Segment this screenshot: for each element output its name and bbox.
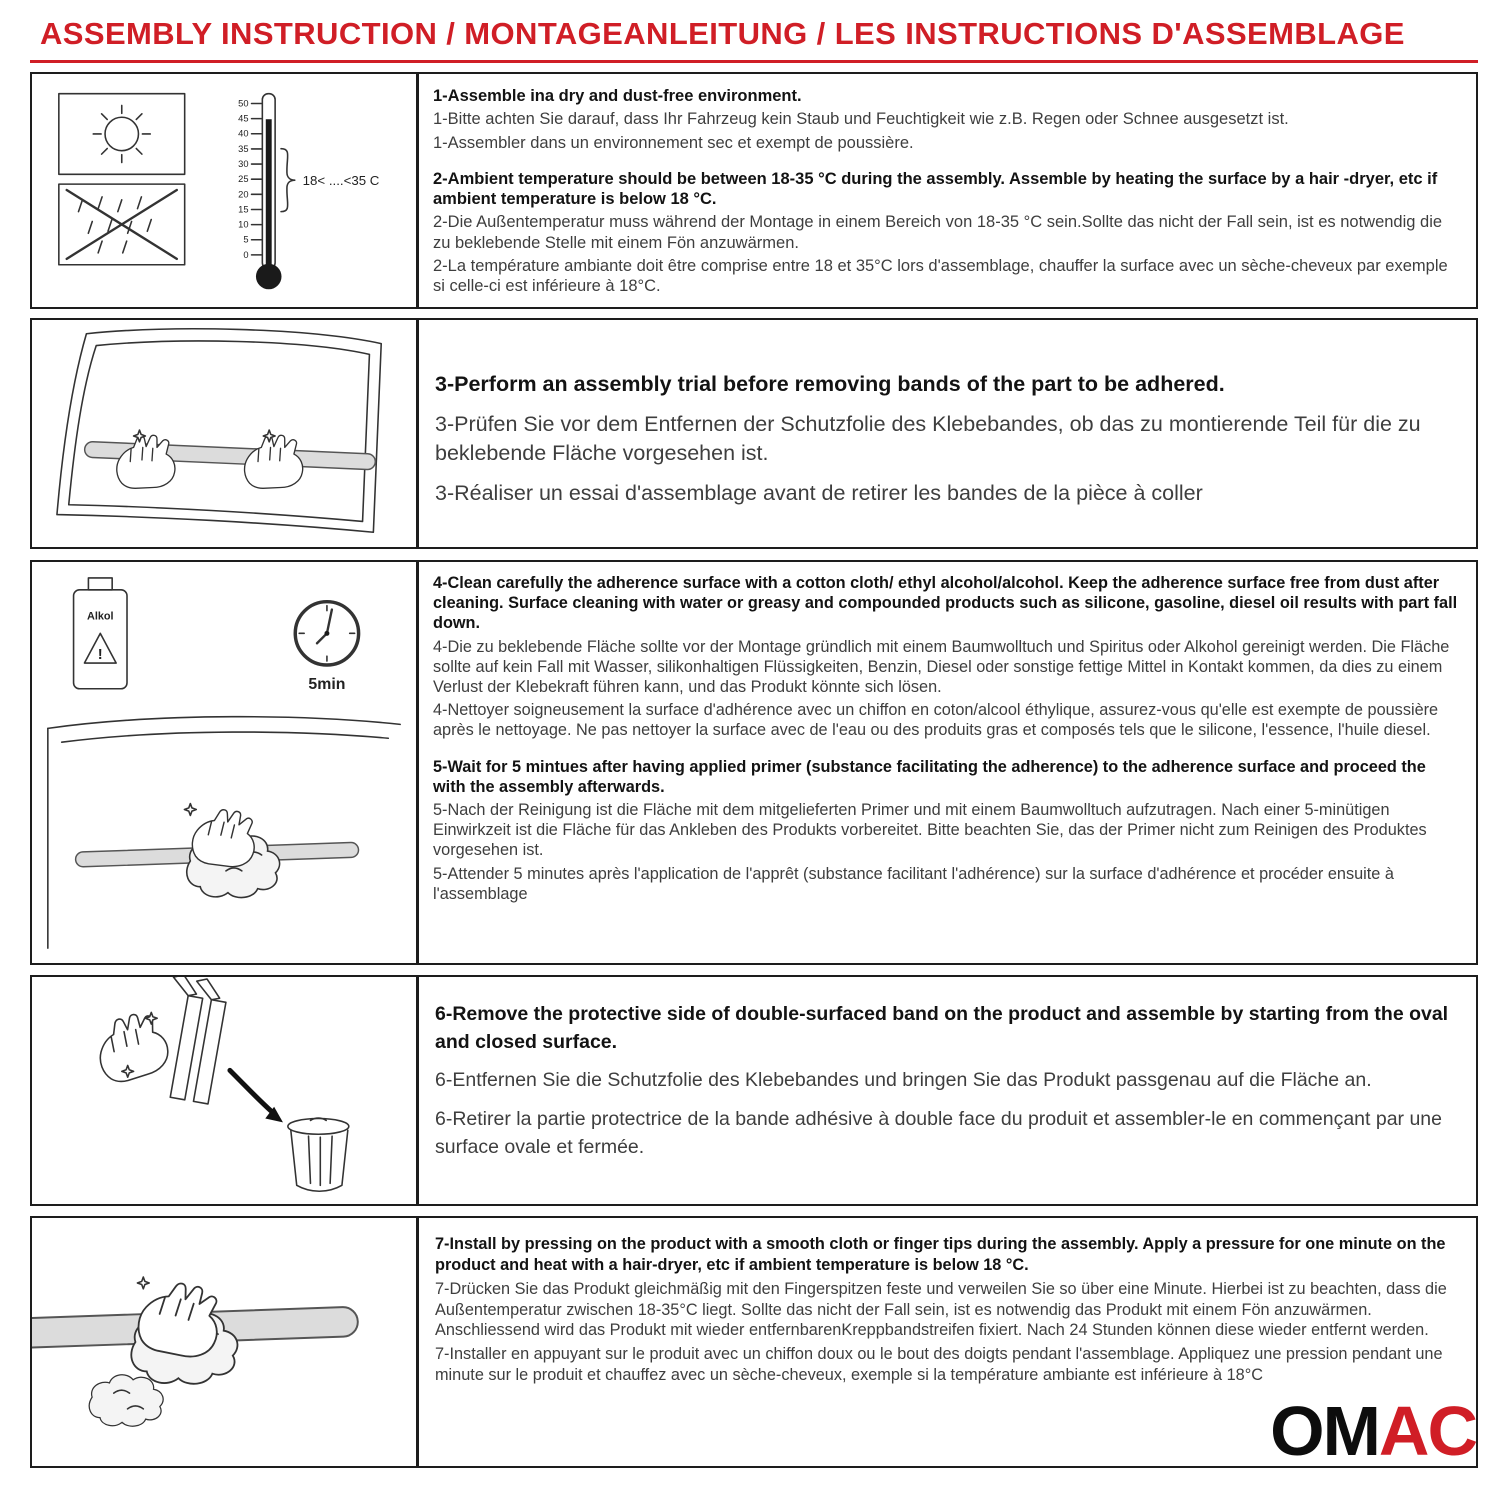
instruction-line: 2-La température ambiante doit être comprise entre 18 et 35°C lors d'assemblage, chauffer la surface avec un sèche-cheveux par exemple si celle-ci est inférieure à 18°C. xyxy=(433,256,1448,296)
section-assembly-trial-text xyxy=(417,318,1478,549)
cloth-fold-icon xyxy=(89,1375,163,1426)
sun-icon xyxy=(93,105,150,162)
instruction-line: 3-Réaliser un essai d'assemblage avant de retirer les bandes de la pièce à coller xyxy=(435,480,1203,505)
instruction-line: 1-Assembler dans un environnement sec et exempt de poussière. xyxy=(433,133,914,152)
tick-label: 10 xyxy=(238,219,249,230)
peel-band-trash-icon xyxy=(32,977,416,1204)
instruction-line: 6-Entfernen Sie die Schutzfolie des Klebebandes und bringen Sie das Produkt passgenau auf die Fläche an. xyxy=(435,1069,1372,1092)
arrow-to-trash-icon xyxy=(230,1070,283,1122)
tick-label: 35 xyxy=(238,143,249,154)
clock-label: 5min xyxy=(308,675,346,693)
thermometer-icon xyxy=(238,94,380,290)
page-title: ASSEMBLY INSTRUCTION / MONTAGEANLEITUNG / LES INSTRUCTIONS D'ASSEMBLAGE xyxy=(40,16,1405,51)
warning-mark: ! xyxy=(97,647,103,664)
tick-label: 20 xyxy=(238,189,249,200)
sparkle-icon xyxy=(137,1277,149,1289)
instruction-line: 4-Nettoyer soigneusement la surface d'adhérence avec un chiffon en coton/alcool éthylique, assurez-vous qu'elle est exempte de poussière après le nettoyage. Ne pas nettoyer la surface avec de l'eau ou des produits gras et composés tels que le silicone, l'essence, l'huile diesel. xyxy=(433,701,1439,740)
clock-icon xyxy=(295,602,358,693)
car-door-inner-line xyxy=(69,341,370,521)
section-environment-text xyxy=(417,72,1478,309)
press-trim-icon xyxy=(32,1218,416,1466)
instruction-line: 3-Perform an assembly trial before removing bands of the part to be adhered. xyxy=(435,372,1225,396)
temperature-range-label: 18< ....<35 C xyxy=(302,173,380,189)
hands-holding-trim-icon xyxy=(32,320,416,547)
instruction-line: 6-Remove the protective side of double-surfaced band on the product and assemble by starting from the oval and closed surface. xyxy=(435,1003,1449,1053)
car-door-outline xyxy=(57,329,381,532)
tick-label: 15 xyxy=(238,204,249,215)
logo-text-red: AC xyxy=(1378,1392,1476,1470)
instruction-line: 7-Drücken Sie das Produkt gleichmäßig mit den Fingerspitzen feste und verweilen Sie so über eine Minute. Hierbei ist zu beachten, dass die Außentemperatur zwischen 18-35°C liegt. Sollte das nicht der Fall sein, ist es notwendig das Produkt mit einem Fön anzuwärmen. Anschliessend wird das Produkt mit wieder entfernbarenKreppbandstreifen fixiert. Nach 24 Stunden können diese wieder entfernt werden. xyxy=(435,1279,1447,1340)
assembly-trial-illustration xyxy=(30,318,418,549)
instruction-line: 2-Die Außentemperatur muss während der Montage in einem Bereich von 18-35 °C sein.Sollte das nicht der Fall sein, ist es notwendig die zu beklebende Stelle mit einem Fön anzuwärmen. xyxy=(433,213,1443,252)
tick-label: 25 xyxy=(238,174,249,185)
instruction-line: 7-Installer en appuyant sur le produit avec un chiffon doux ou le bout des doigts pendant l'assemblage. Appliquez une pression pendant une minute sur le produit et chauffez avec un sèche-cheveux, exemple si la température ambiante est inférieure à 18°C xyxy=(435,1345,1443,1385)
section-cleaning xyxy=(30,560,1478,965)
section-environment xyxy=(30,72,1478,309)
instruction-line: 6-Retirer la partie protectrice de la bande adhésive à double face du produit et assembler-le en commençant par une surface ovale et fermée. xyxy=(435,1108,1443,1158)
cleaning-illustration xyxy=(30,560,418,965)
sun-rain-thermometer-icon xyxy=(32,74,416,307)
tick-label: 45 xyxy=(238,113,249,124)
tick-label: 5 xyxy=(243,234,249,245)
tick-label: 50 xyxy=(238,98,249,109)
environment-illustration xyxy=(30,72,418,309)
section-remove-band-text xyxy=(417,975,1478,1206)
instruction-line: 5-Nach der Reinigung ist die Fläche mit dem mitgelieferten Primer und mit einem Baumwolltuch aufzutragen. Nach einer 5-minütigen Einwirkzeit ist die Fläche für das Ankleben des Produkts vorbereitet. Bitte beachten Sie, das der Primer nicht zum Reinigen des Produktes vorgesehen ist. xyxy=(433,801,1427,860)
peeling-hand-icon xyxy=(91,1008,173,1086)
no-rain-icon xyxy=(67,190,177,259)
sparkle-icon xyxy=(184,804,196,816)
section-remove-band xyxy=(30,975,1478,1206)
section-assembly-trial xyxy=(30,318,1478,549)
right-hand-icon xyxy=(245,435,303,488)
alcohol-bottle-icon xyxy=(74,578,127,689)
cleaning-icon xyxy=(32,562,416,963)
instruction-line: 2-Ambient temperature should be between 18-35 °C during the assembly. Assemble by heating the surface by a hair -dryer, etc if ambient temperature is below 18 °C. xyxy=(433,169,1438,209)
instruction-line: 4-Clean carefully the adherence surface with a cotton cloth/ ethyl alcohol/alcohol. Keep the adherence surface free from dust after cleaning. Surface cleaning with water or greasy and compounded products such as silicone, gasoline, diesel oil results with part fall down. xyxy=(433,574,1458,633)
tick-label: 40 xyxy=(238,128,249,139)
instruction-line: 1-Bitte achten Sie darauf, dass Ihr Fahrzeug kein Staub und Feuchtigkeit wie z.B. Regen oder Schnee ausgesetzt ist. xyxy=(433,110,1289,129)
instruction-line: 5-Wait for 5 mintues after having applied primer (substance facilitating the adherence) to the adherence surface and proceed the with the assembly afterwards. xyxy=(433,757,1426,796)
logo-text-black: OM xyxy=(1270,1392,1379,1470)
instruction-line: 7-Install by pressing on the product with a smooth cloth or finger tips during the assembly. Apply a pressure for one minute on the product and heat with a hair-dryer, etc if ambient temperature is below 18 °C. xyxy=(435,1235,1446,1274)
section-cleaning-text xyxy=(417,560,1478,965)
instruction-line: 4-Die zu beklebende Fläche sollte vor der Montage gründlich mit einem Baumwolltuch und Spiritus oder Alkohol gereinigt werden. Die Fläche sollte auf kein Fall mit Wasser, silikonhaltigen Flüssigkeiten, Benzin, Diesel oder sonstige fettige Mittel in Kontakt kommen, da dies zu einem Verlust der Klebekraft führen kann, und das Produkt könnte sich lösen. xyxy=(433,637,1450,697)
tick-label: 30 xyxy=(238,159,249,170)
trash-can-icon xyxy=(288,1118,349,1191)
title-underline xyxy=(30,60,1478,63)
instruction-line: 1-Assemble ina dry and dust-free environment. xyxy=(433,87,802,105)
instruction-line: 3-Prüfen Sie vor dem Entfernen der Schutzfolie des Klebebandes, ob das zu montierende Teil für die zu beklebende Fläche vorgesehen ist. xyxy=(435,411,1421,466)
section-press xyxy=(30,1216,1478,1468)
tick-label: 0 xyxy=(243,249,249,260)
bottle-label: Alkol xyxy=(86,610,114,623)
omac-logo xyxy=(1270,1392,1476,1470)
press-illustration xyxy=(30,1216,418,1468)
remove-band-illustration xyxy=(30,975,418,1206)
instruction-line: 5-Attender 5 minutes après l'application de l'apprêt (substance facilitant l'adhérence) sur la surface d'adhérence et procéder ensuite à l'assemblage xyxy=(433,864,1394,903)
